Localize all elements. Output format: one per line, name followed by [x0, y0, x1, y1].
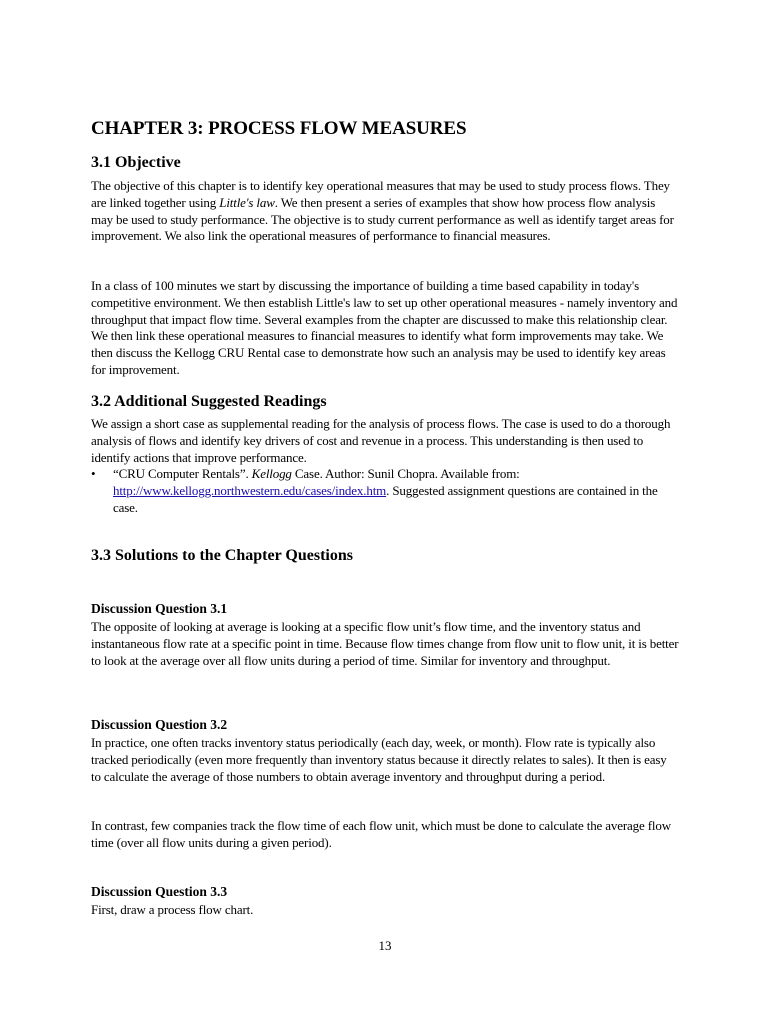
p1-text-b: . We then present a series of examples that show how process flow analysis may be used to study performance. The objective is to study current performance as well as identify target areas for improvement. We also link the operational measures of performance to financial measures. [91, 194, 674, 244]
discussion-question-3-3-answer: First, draw a process flow chart. [91, 902, 254, 917]
section-3-3-heading: 3.3 Solutions to the Chapter Questions [91, 547, 353, 564]
case-link[interactable]: http://www.kellogg.northwestern.edu/cases/index.htm [113, 482, 387, 498]
p1-text-a: The objective of this chapter is to identify key operational measures that may be used to study process flows. They are linked together using [91, 178, 670, 210]
discussion-question-3-3-heading: Discussion Question 3.3 [91, 884, 228, 899]
reading-kellogg: Kellogg [251, 466, 292, 481]
section-3-1-paragraph-1 [91, 178, 679, 245]
reading-text-a: “CRU Computer Rentals”. [113, 466, 252, 481]
reading-text-b: Case. Author: Sunil Chopra. Available from: [291, 466, 520, 481]
reading-text-c: . Suggested assignment questions are contained in the case. [113, 482, 658, 515]
readings-list [91, 466, 679, 516]
bullet-icon: • [91, 466, 96, 481]
discussion-question-3-1-heading: Discussion Question 3.1 [91, 601, 228, 616]
discussion-question-3-2-heading: Discussion Question 3.2 [91, 717, 228, 732]
section-3-1-heading: 3.1 Objective [91, 154, 181, 171]
chapter-title: CHAPTER 3: PROCESS FLOW MEASURES [91, 118, 467, 139]
section-3-2-paragraph-1: We assign a short case as supplemental reading for the analysis of process flows. The case is used to do a thorough analysis of flows and identify key drivers of cost and revenue in a process. This understanding is then used to identify actions that improve performance. [91, 416, 671, 465]
section-3-2-heading: 3.2 Additional Suggested Readings [91, 393, 327, 410]
discussion-question-3-2-answer-1: In practice, one often tracks inventory status periodically (each day, week, or month). Flow rate is typically also tracked periodically (even more frequently than inventory status because it directly relates to sales). It then is easy to calculate the average of those numbers to obtain average inventory and throughput during a period. [91, 735, 667, 784]
section-3-1-paragraph-2: In a class of 100 minutes we start by discussing the importance of building a time based capability in today's competitive environment. We then establish Little's law to set up other operational measures - namely inventory and throughput that impact flow time. Several examples from the chapter are discussed to make this relationship clear. We then link these operational measures to financial measures to identify what form improvements may take. We then discuss the Kellogg CRU Rental case to demonstrate how such an analysis may be used to identify key areas for improvement. [91, 278, 678, 377]
discussion-question-3-2-answer-2: In contrast, few companies track the flow time of each flow unit, which must be done to calculate the average flow time (over all flow units during a given period). [91, 818, 671, 850]
discussion-question-3-1-answer: The opposite of looking at average is looking at a specific flow unit’s flow time, and the inventory status and instantaneous flow rate at a specific point in time. Because flow times change from flow unit to flow unit, it is better to look at the average over all flow units during a period of time. Similar for inventory and throughput. [91, 619, 679, 668]
littles-law-term: Little's law [219, 194, 275, 210]
page-number: 13 [378, 938, 392, 953]
list-item [91, 466, 679, 516]
